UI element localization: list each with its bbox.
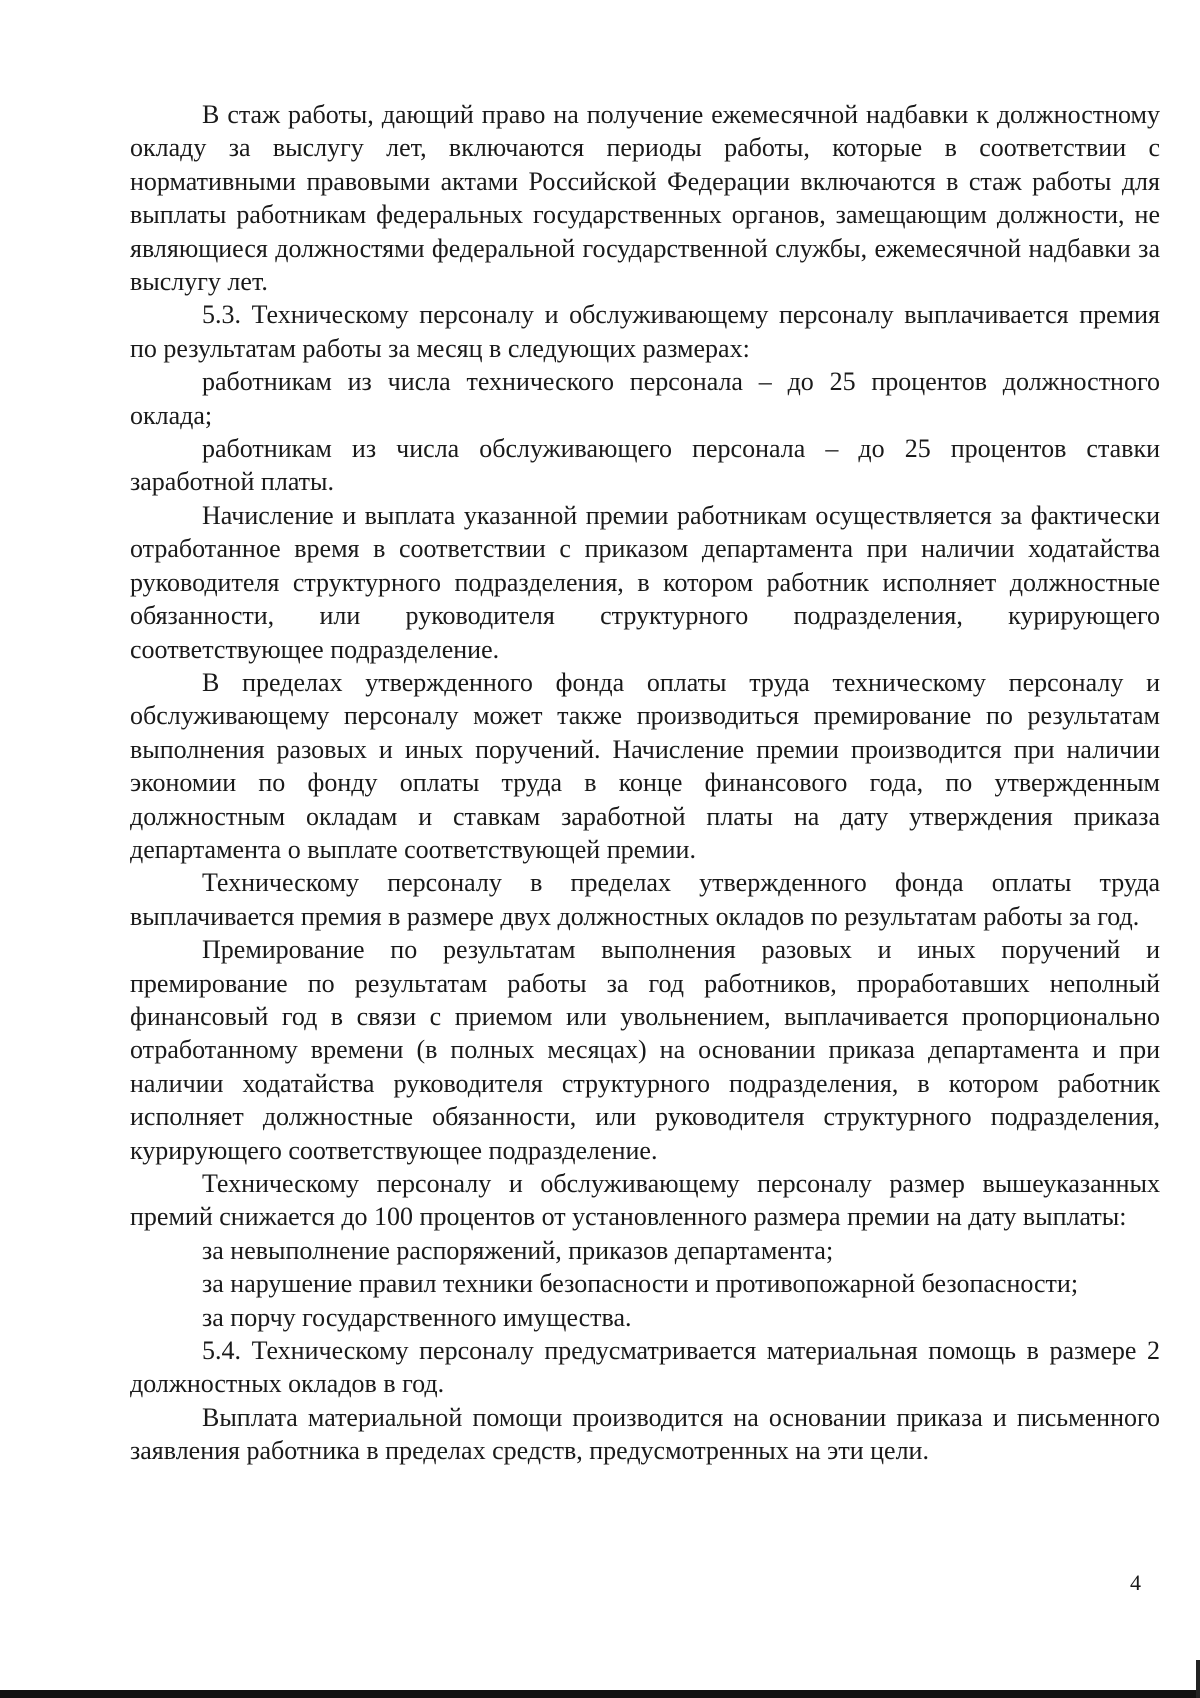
paragraph-annual-bonus: Техническому персоналу в пределах утвержденного фонда оплаты труда выплачивается премия в размере двух должностных окладов по результатам работы за год. (130, 868, 1160, 931)
document-body (130, 98, 1160, 1468)
paragraph-bonus-reduction: Техническому персоналу и обслуживающему персоналу размер вышеуказанных премий снижается до 100 процентов от установленного размера премии на дату выплаты: (130, 1169, 1160, 1232)
paragraph-bonus-accrual: Начисление и выплата указанной премии работникам осуществляется за фактически отработанное время в соответствии с приказом департамента при наличии ходатайства руководителя структурного подразделения, в котором работник исполняет должностные обязанности, или руководителя структурного подразделения, курирующего соответствующее подразделение. (130, 500, 1160, 664)
paragraph-service-length: В стаж работы, дающий право на получение ежемесячной надбавки к должностному окладу за выслугу лет, включаются периоды работы, которые в соответствии с нормативными правовыми актами Российской Федерации включаются в стаж работы для выплаты работникам федеральных государственных органов, замещающим должности, не являющиеся должностями федеральной государственной службы, ежемесячной надбавки за выслугу лет. (130, 100, 1160, 297)
paragraph-service-staff-bonus: работникам из числа обслуживающего персонала – до 25 процентов ставки заработной платы. (130, 434, 1160, 497)
paragraph-one-time-assignments: В пределах утвержденного фонда оплаты труда техническому персоналу и обслуживающему персоналу может также производиться премирование по результатам выполнения разовых и иных поручений. Начисление премии производится при наличии экономии по фонду оплаты труда в конце финансового года, по утвержденным должностным окладам и ставкам заработной платы на дату утверждения приказа департамента о выплате соответствующей премии. (130, 667, 1160, 864)
paragraph-proportional-bonus: Премирование по результатам выполнения разовых и иных поручений и премирование по результатам работы за год работников, проработавших неполный финансовый год в связи с приемом или увольнением, выплачивается пропорционально отработанному времени (в полных месяцах) на основании приказа департамента и при наличии ходатайства руководителя структурного подразделения, в котором работник исполняет должностные обязанности, или руководителя структурного подразделения, курирующего соответствующее подразделение. (130, 935, 1160, 1165)
list-item-orders: за невыполнение распоряжений, приказов департамента; (202, 1235, 834, 1265)
page-number: 4 (1130, 1570, 1141, 1595)
paragraph-technical-staff-bonus: работникам из числа технического персонала – до 25 процентов должностного оклада; (130, 367, 1160, 430)
scan-right-edge (1196, 1660, 1200, 1698)
scan-bottom-edge (0, 1690, 1200, 1698)
list-item-safety: за нарушение правил техники безопасности и противопожарной безопасности; (202, 1269, 1079, 1299)
list-item-property: за порчу государственного имущества. (202, 1302, 632, 1332)
paragraph-5-3: 5.3. Техническому персоналу и обслуживающему персоналу выплачивается премия по результатам работы за месяц в следующих размерах: (130, 300, 1160, 363)
paragraph-5-4: 5.4. Техническому персоналу предусматривается материальная помощь в размере 2 должностных окладов в год. (130, 1336, 1160, 1399)
paragraph-material-aid-payment: Выплата материальной помощи производится на основании приказа и письменного заявления работника в пределах средств, предусмотренных на эти цели. (130, 1402, 1160, 1466)
